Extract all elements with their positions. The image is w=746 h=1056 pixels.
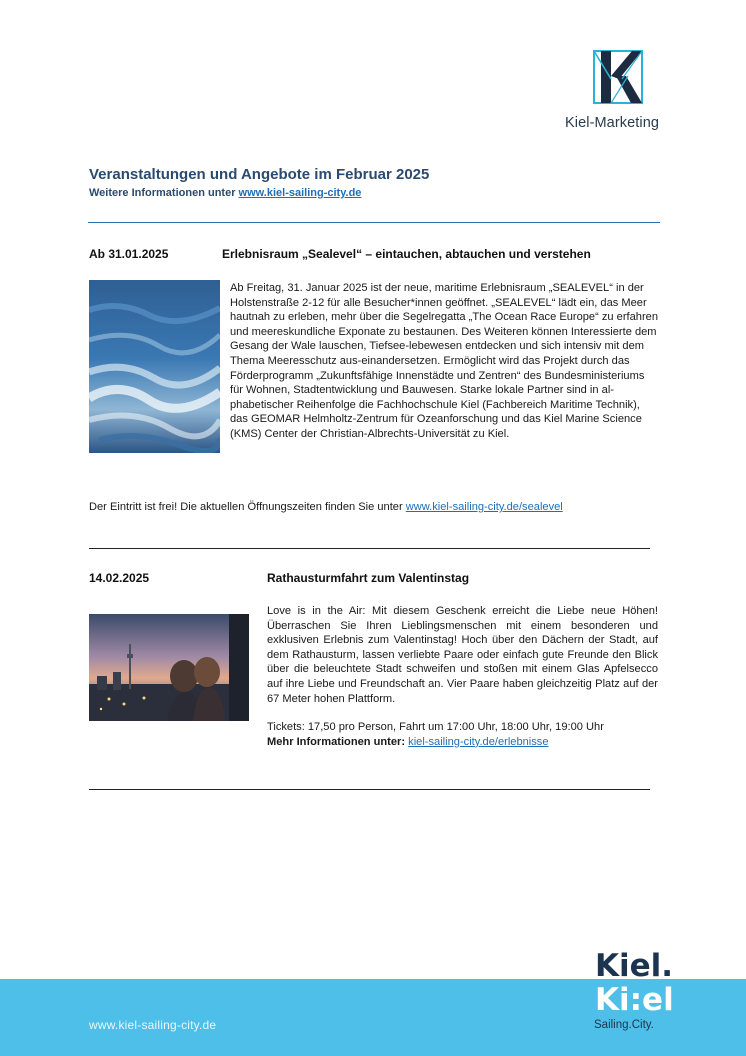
footer-url: www.kiel-sailing-city.de <box>89 1018 217 1032</box>
event1-title: Erlebnisraum „Sealevel“ – eintauchen, abtauchen und verstehen <box>222 247 591 261</box>
subtitle-prefix: Weitere Informationen unter <box>89 187 239 199</box>
erlebnisse-link[interactable]: kiel-sailing-city.de/erlebnisse <box>408 735 549 748</box>
kiel-marketing-logo-icon <box>592 49 644 105</box>
kiel-sailing-city-logo-icon <box>595 948 675 1014</box>
sealevel-link[interactable]: www.kiel-sailing-city.de/sealevel <box>405 501 563 513</box>
event2-tickets: Tickets: 17,50 pro Person, Fahrt um 17:00 Uhr, 18:00 Uhr, 19:00 Uhr <box>267 721 604 734</box>
event2-description-text: Love is in the Air: Mit diesem Geschenk erreicht die Liebe neue Höhen! Überraschen Sie Ihren Lieblingsmenschen mit einem besonderen und exklusiven Erlebnis zum Valentinstag! Hoch über den Dächern der Stadt, auf dem Rathausturm, lassen verliebte Paare oder einfach gute Freunde den Blick über die beleuchtete Stadt schweifen und stoßen mit einem Glas Apfelsecco auf ihre Liebe und Freundschaft an. Vier Paare haben gleichzeitig Platz auf der 67 Meter hohen Plattform. <box>267 605 658 705</box>
event1-date: Ab 31.01.2025 <box>89 247 169 261</box>
event2-title: Rathausturmfahrt zum Valentinstag <box>267 571 470 585</box>
footer-tagline: Sailing.City. <box>594 1019 654 1031</box>
logo-line2: Ki:el <box>595 982 674 1014</box>
website-link[interactable]: www.kiel-sailing-city.de <box>238 187 362 199</box>
city-couple-photo <box>89 614 249 721</box>
more-info-label: Mehr Informationen unter: <box>267 735 406 748</box>
logo-line1: Kiel. <box>595 948 674 984</box>
event2-description <box>267 604 658 749</box>
event1-description-text: Ab Freitag, 31. Januar 2025 ist der neue, maritime Erlebnisraum „SEALEVEL“ in der Holstenstraße 2-12 für alle Besucher*innen geöffnet. „SEALEVEL“ lädt ein, das Meer hautnah zu erleben, mehr über die Segelregatta „The Ocean Race Europe“ zu erfahren und meereskundliche Exponate zu bestaunen. Des Weiteren können Interessierte dem Gesang der Wale lauschen, Tiefsee-lebewesen entdecken und sich intensiv mit dem Thema Meeresschutz aus-einandersetzen. Ermöglicht wird das Projekt durch das Förderprogramm „Zukunftsfähige Innenstädte und Zentren“ des Bundesministeriums für Wohnen, Stadtentwicklung und Bauwesen. Starke lokale Partner sind in al-phabetischer Reihenfolge die Fachhochschule Kiel (Fachbereich Maritime Technik), das GEOMAR Helmholtz-Zentrum für Ozeanforschung und das Kiel Marine Science (KMS) Center der Christian-Albrechts-Universität zu Kiel. <box>230 282 658 440</box>
event2-date: 14.02.2025 <box>89 571 150 585</box>
section-divider <box>89 548 650 549</box>
event1-description <box>89 281 659 454</box>
entry-text: Der Eintritt ist frei! Die aktuellen Öffnungszeiten finden Sie unter <box>89 501 406 513</box>
header-divider <box>88 222 660 223</box>
logo-label: Kiel-Marketing <box>565 115 660 131</box>
event2-more-info <box>267 735 658 750</box>
section-divider <box>89 789 650 790</box>
page-subtitle <box>89 187 361 199</box>
page-title: Veranstaltungen und Angebote im Februar 2025 <box>89 166 430 183</box>
event1-entry <box>89 500 659 515</box>
